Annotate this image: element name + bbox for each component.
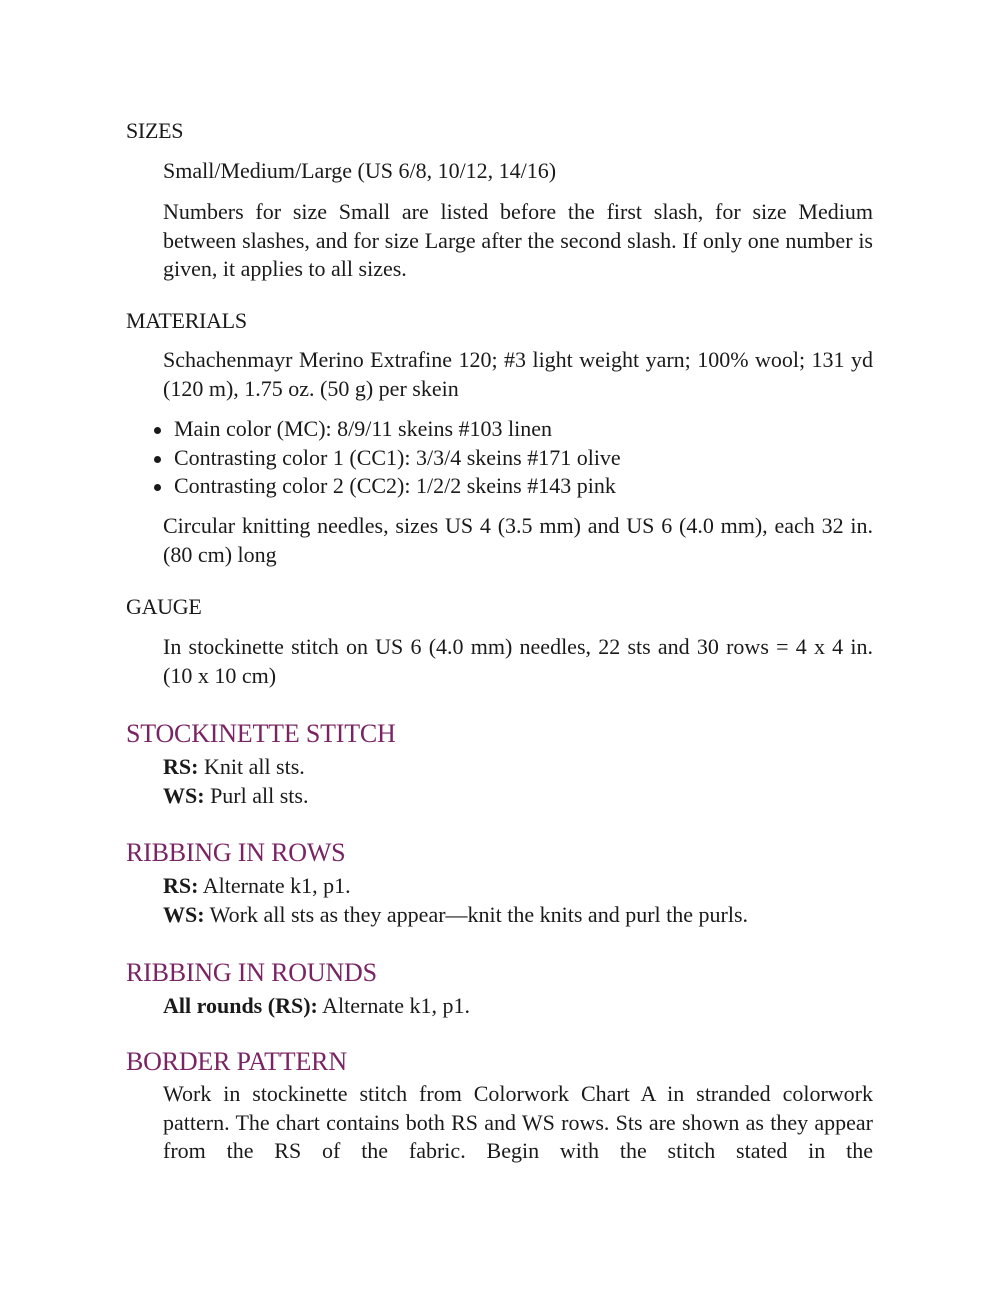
materials-needles: Circular knitting needles, sizes US 4 (3.5 mm) and US 6 (4.0 mm), each 32 in. (80 cm) long <box>163 513 873 567</box>
color-cc1: Contrasting color 1 (CC1): 3/3/4 skeins #171 olive <box>174 444 621 470</box>
color-mc: Main color (MC): 8/9/11 skeins #103 linen <box>174 416 553 441</box>
ws-label: WS: <box>163 783 205 808</box>
border-heading: BORDER PATTERN <box>126 1047 347 1076</box>
bullet-icon <box>154 484 161 491</box>
stockinette-heading: STOCKINETTE STITCH <box>126 719 396 748</box>
sizes-range: Small/Medium/Large (US 6/8, 10/12, 14/16) <box>163 158 557 183</box>
rs-text: Knit all sts. <box>198 754 305 779</box>
ws-label: WS: <box>163 902 205 927</box>
ribbing-rounds-heading: RIBBING IN ROUNDS <box>126 958 377 987</box>
ribbing-rows-heading: RIBBING IN ROWS <box>126 838 346 867</box>
color-list <box>148 415 621 501</box>
sizes-label: SIZES <box>126 118 184 143</box>
sizes-note: Numbers for size Small are listed before the first slash, for size Medium between slashes, and for size Large after the second slash. If only one number is given, it applies to all sizes. <box>163 199 873 281</box>
bullet-icon <box>154 456 161 463</box>
gauge-text: In stockinette stitch on US 6 (4.0 mm) needles, 22 sts and 30 rows = 4 x 4 in. (10 x 10 cm) <box>163 634 873 688</box>
stockinette-ws <box>163 782 308 810</box>
all-rounds-label: All rounds (RS): <box>163 993 318 1018</box>
list-item <box>148 472 621 501</box>
ribbing-rows-ws <box>163 901 748 929</box>
border-text: Work in stockinette stitch from Colorwork Chart A in stranded colorwork pattern. The chart contains both RS and WS rows. Sts are shown as they appear from the RS of the fabric. Begin with the stitch stated in the <box>163 1081 873 1163</box>
rs-label: RS: <box>163 873 199 898</box>
list-item <box>148 415 621 444</box>
materials-yarn: Schachenmayr Merino Extrafine 120; #3 light weight yarn; 100% wool; 131 yd (120 m), 1.75 oz. (50 g) per skein <box>163 347 873 401</box>
bullet-icon <box>154 427 161 434</box>
gauge-label: GAUGE <box>126 594 202 619</box>
list-item <box>148 444 621 473</box>
ws-text: Purl all sts. <box>204 783 309 808</box>
all-rounds-text: Alternate k1, p1. <box>317 993 470 1018</box>
rs-text: Alternate k1, p1. <box>198 873 351 898</box>
materials-label: MATERIALS <box>126 308 247 333</box>
stockinette-rs <box>163 753 305 781</box>
ribbing-rounds-all <box>163 992 470 1020</box>
color-cc2: Contrasting color 2 (CC2): 1/2/2 skeins #143 pink <box>174 473 616 498</box>
ribbing-rows-rs <box>163 872 351 900</box>
ws-text: Work all sts as they appear—knit the knits and purl the purls. <box>204 902 749 927</box>
rs-label: RS: <box>163 754 199 779</box>
